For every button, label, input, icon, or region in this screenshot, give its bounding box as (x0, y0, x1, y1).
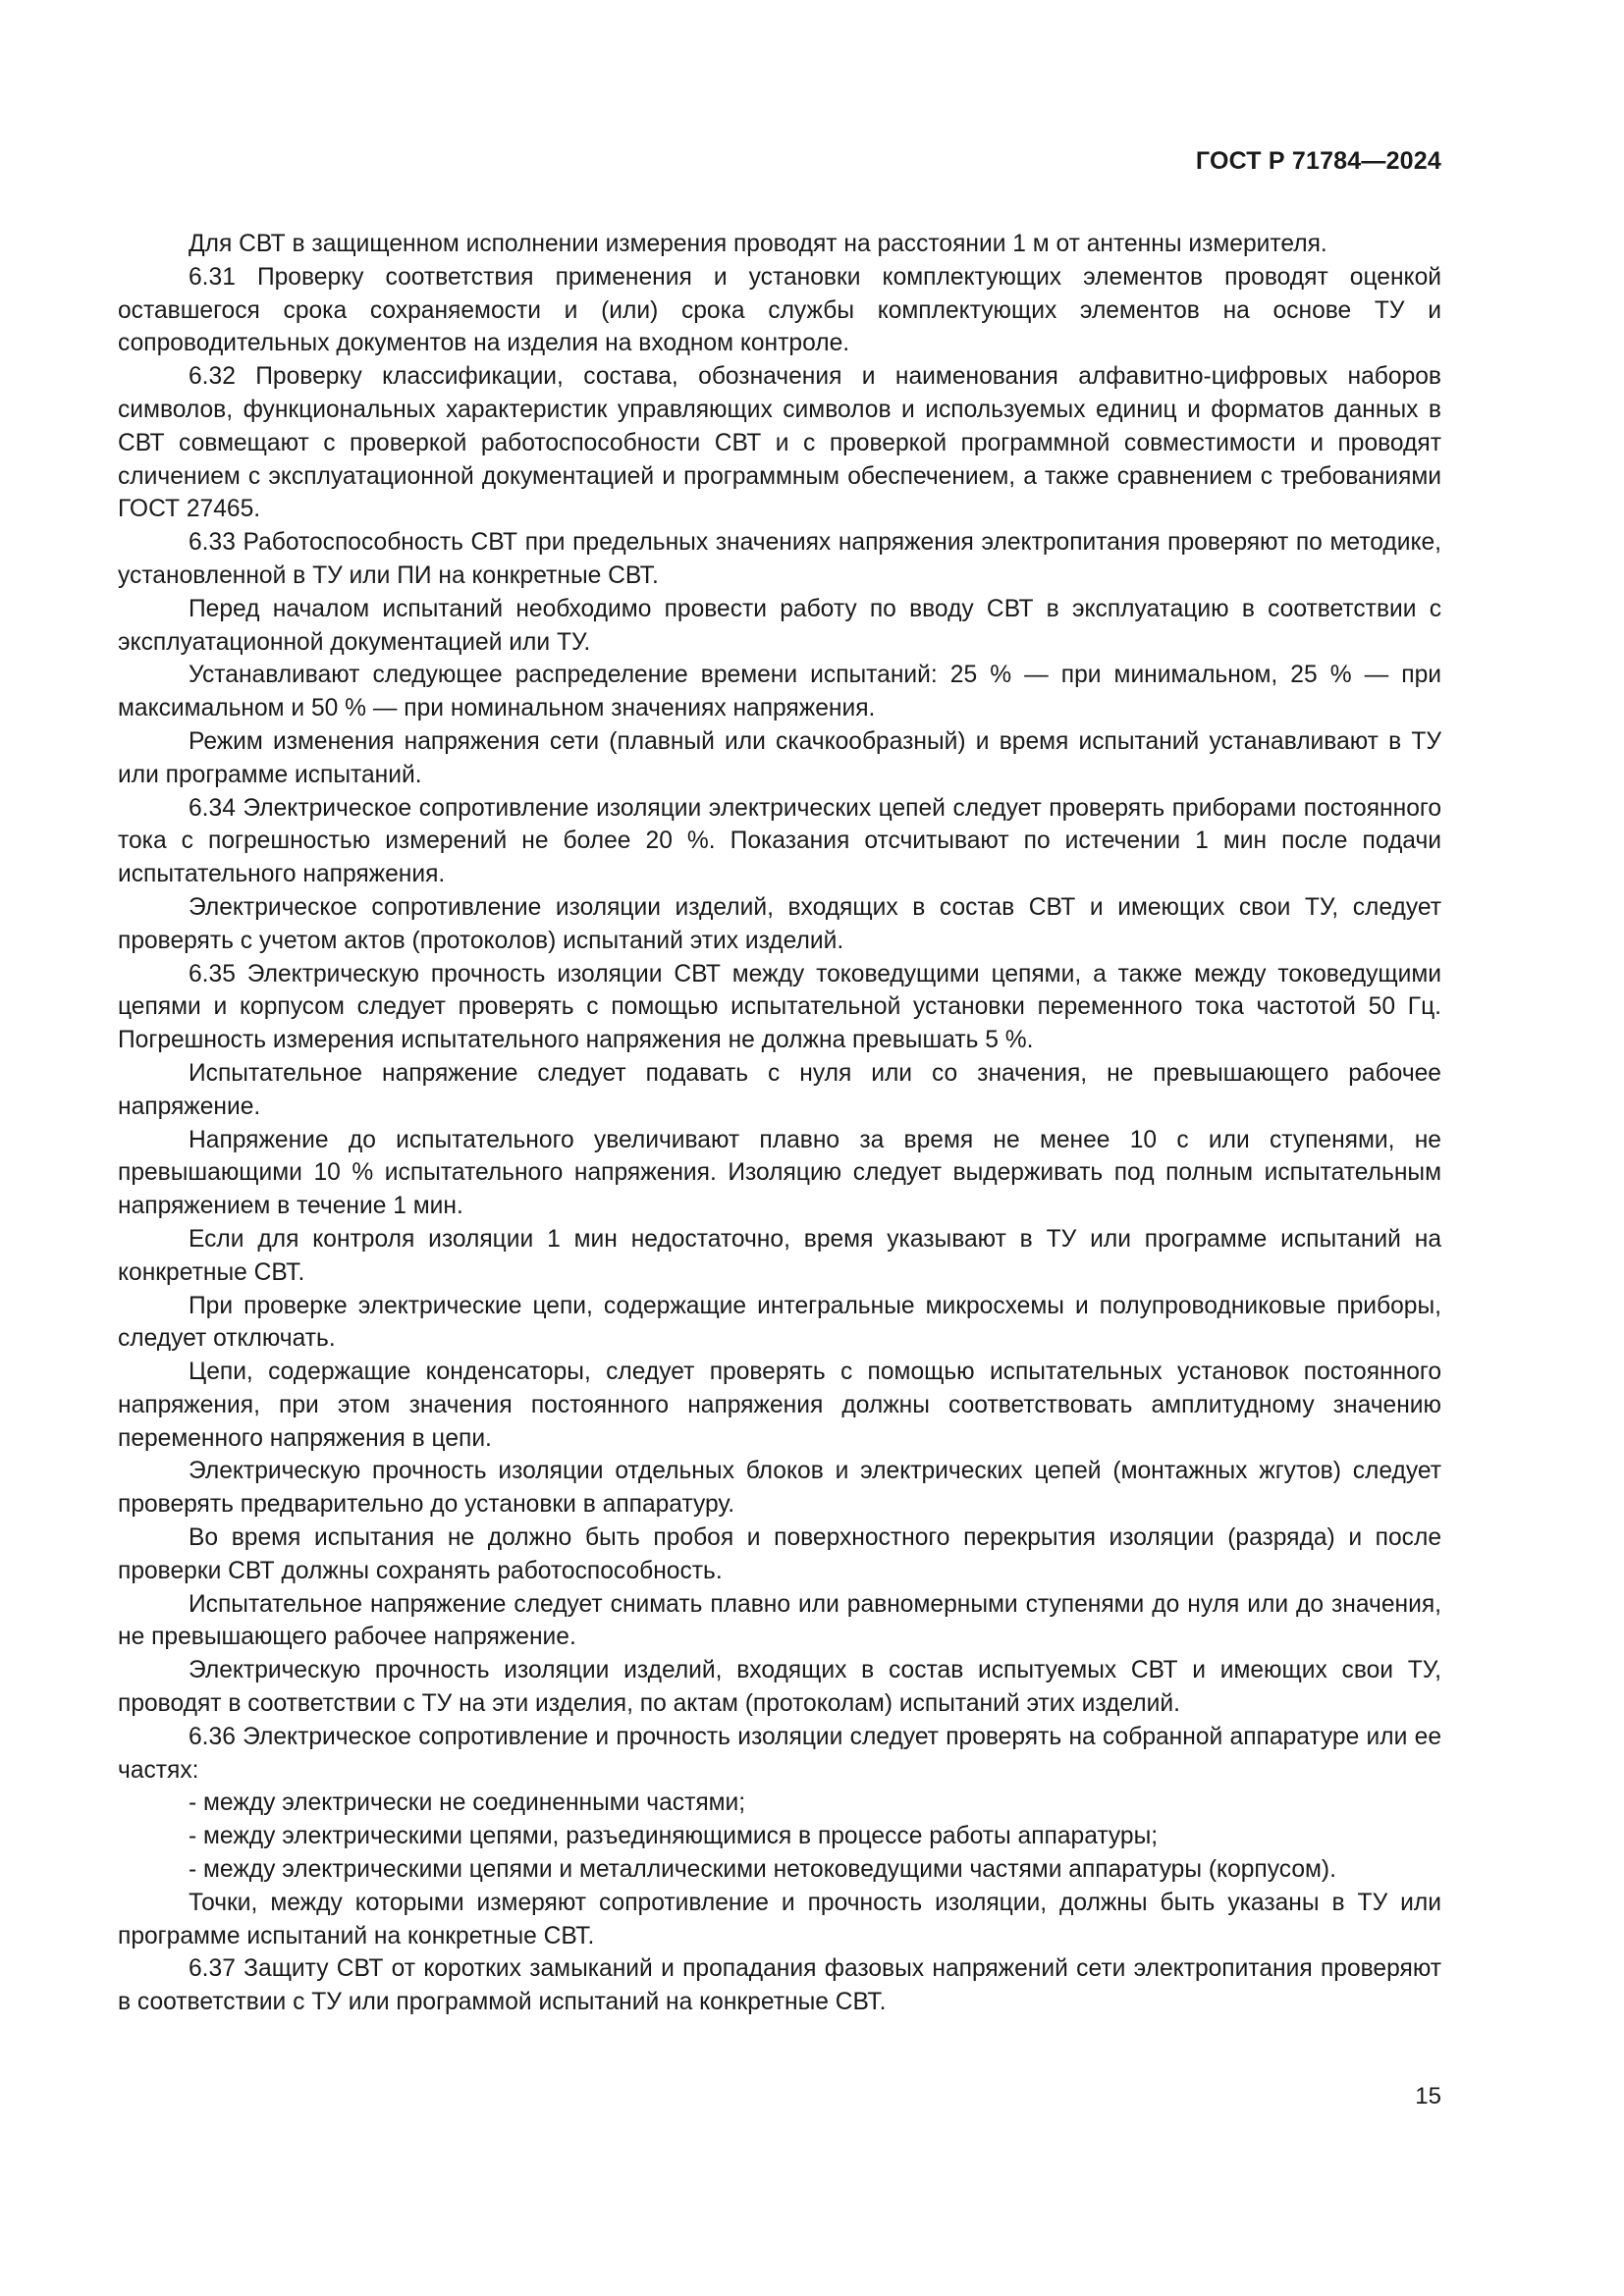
paragraph-6-36: 6.36 Электрическое сопротивление и прочность изоляции следует проверять на собранной аппаратуре или ее частях: (118, 1723, 1441, 1784)
page-number: 15 (1415, 2083, 1441, 2109)
paragraph: Электрическое сопротивление изоляции изделий, входящих в состав СВТ и имеющих свои ТУ, следует проверять с учетом актов (протоколов) испытаний этих изделий. (118, 893, 1441, 954)
paragraph: Режим изменения напряжения сети (плавный или скачкообразный) и время испытаний устанавливают в ТУ или программе испытаний. (118, 727, 1441, 788)
paragraph-6-33: 6.33 Работоспособность СВТ при предельных значениях напряжения электропитания проверяют по методике, установленной в ТУ или ПИ на конкретные СВТ. (118, 529, 1441, 589)
list-item: - между электрически не соединенными частями; (189, 1789, 746, 1817)
paragraph-6-34: 6.34 Электрическое сопротивление изоляции электрических цепей следует проверять приборами постоянного тока с погрешностью измерений не более 20 %. Показания отсчитывают по истечении 1 мин после подачи испытательного напряжения. (118, 794, 1441, 888)
list-item: - между электрическими цепями, разъединяющимися в процессе работы аппаратуры; (189, 1823, 1159, 1850)
paragraph: Цепи, содержащие конденсаторы, следует проверять с помощью испытательных установок постоянного напряжения, при этом значения постоянного напряжения должны соответствовать амплитудному значению переменного напряжения в цепи. (118, 1359, 1441, 1452)
paragraph: При проверке электрические цепи, содержащие интегральные микросхемы и полупроводниковые приборы, следует отключать. (118, 1292, 1441, 1353)
document-body (118, 228, 1441, 2019)
paragraph: Устанавливают следующее распределение времени испытаний: 25 % — при минимальном, 25 % — при максимальном и 50 % — при номинальном значениях напряжения. (118, 662, 1441, 722)
paragraph: Для СВТ в защищенном исполнении измерения проводят на расстоянии 1 м от антенны измерителя. (189, 231, 1327, 257)
paragraph: Перед началом испытаний необходимо провести работу по вводу СВТ в эксплуатацию в соответствии с эксплуатационной документацией или ТУ. (118, 595, 1441, 656)
paragraph: Во время испытания не должно быть пробоя и поверхностного перекрытия изоляции (разряда) и после проверки СВТ должны сохранять работоспособность. (118, 1524, 1441, 1584)
list-item: - между электрическими цепями и металлическими нетоковедущими частями аппаратуры (корпусом). (189, 1856, 1336, 1884)
paragraph-6-31: 6.31 Проверку соответствия применения и установки комплектующих элементов проводят оценкой оставшегося срока сохраняемости и (или) срока службы комплектующих элементов на основе ТУ и сопроводительных документов на изделия на входном контроле. (118, 263, 1441, 357)
paragraph: Напряжение до испытательного увеличивают плавно за время не менее 10 с или ступенями, не превышающими 10 % испытательного напряжения. Изоляцию следует выдерживать под полным испытательным напряжением в течение 1 мин. (118, 1126, 1441, 1220)
paragraph: Точки, между которыми измеряют сопротивление и прочность изоляции, должны быть указаны в ТУ или программе испытаний на конкретные СВТ. (118, 1889, 1441, 1949)
paragraph-6-32: 6.32 Проверку классификации, состава, обозначения и наименования алфавитно-цифровых наборов символов, функциональных характеристик управляющих символов и используемых единиц и форматов данных в СВТ совмещают с проверкой работоспособности СВТ и с проверкой программной совместимости и проводят сличением с эксплуатационной документацией и программным обеспечением, а также сравнением с требованиями ГОСТ 27465. (118, 363, 1441, 523)
paragraph: Электрическую прочность изоляции изделий, входящих в состав испытуемых СВТ и имеющих свои ТУ, проводят в соответствии с ТУ на эти изделия, по актам (протоколам) испытаний этих изделий. (118, 1657, 1441, 1718)
paragraph-6-35: 6.35 Электрическую прочность изоляции СВТ между токоведущими цепями, а также между токоведущими цепями и корпусом следует проверять с помощью испытательной установки переменного тока частотой 50 Гц. Погрешность измерения испытательного напряжения не должна превышать 5 %. (118, 960, 1441, 1054)
document-code-header: ГОСТ Р 71784—2024 (1195, 147, 1441, 175)
paragraph: Электрическую прочность изоляции отдельных блоков и электрических цепей (монтажных жгутов) следует проверять предварительно до установки в аппаратуру. (118, 1458, 1441, 1519)
paragraph: Испытательное напряжение следует подавать с нуля или со значения, не превышающего рабочее напряжение. (118, 1059, 1441, 1120)
paragraph: Испытательное напряжение следует снимать плавно или равномерными ступенями до нуля или до значения, не превышающего рабочее напряжение. (118, 1590, 1441, 1651)
paragraph-6-37: 6.37 Защиту СВТ от коротких замыканий и пропадания фазовых напряжений сети электропитания проверяют в соответствии с ТУ или программой испытаний на конкретные СВТ. (118, 1955, 1441, 2016)
paragraph: Если для контроля изоляции 1 мин недостаточно, время указывают в ТУ или программе испытаний на конкретные СВТ. (118, 1225, 1441, 1286)
